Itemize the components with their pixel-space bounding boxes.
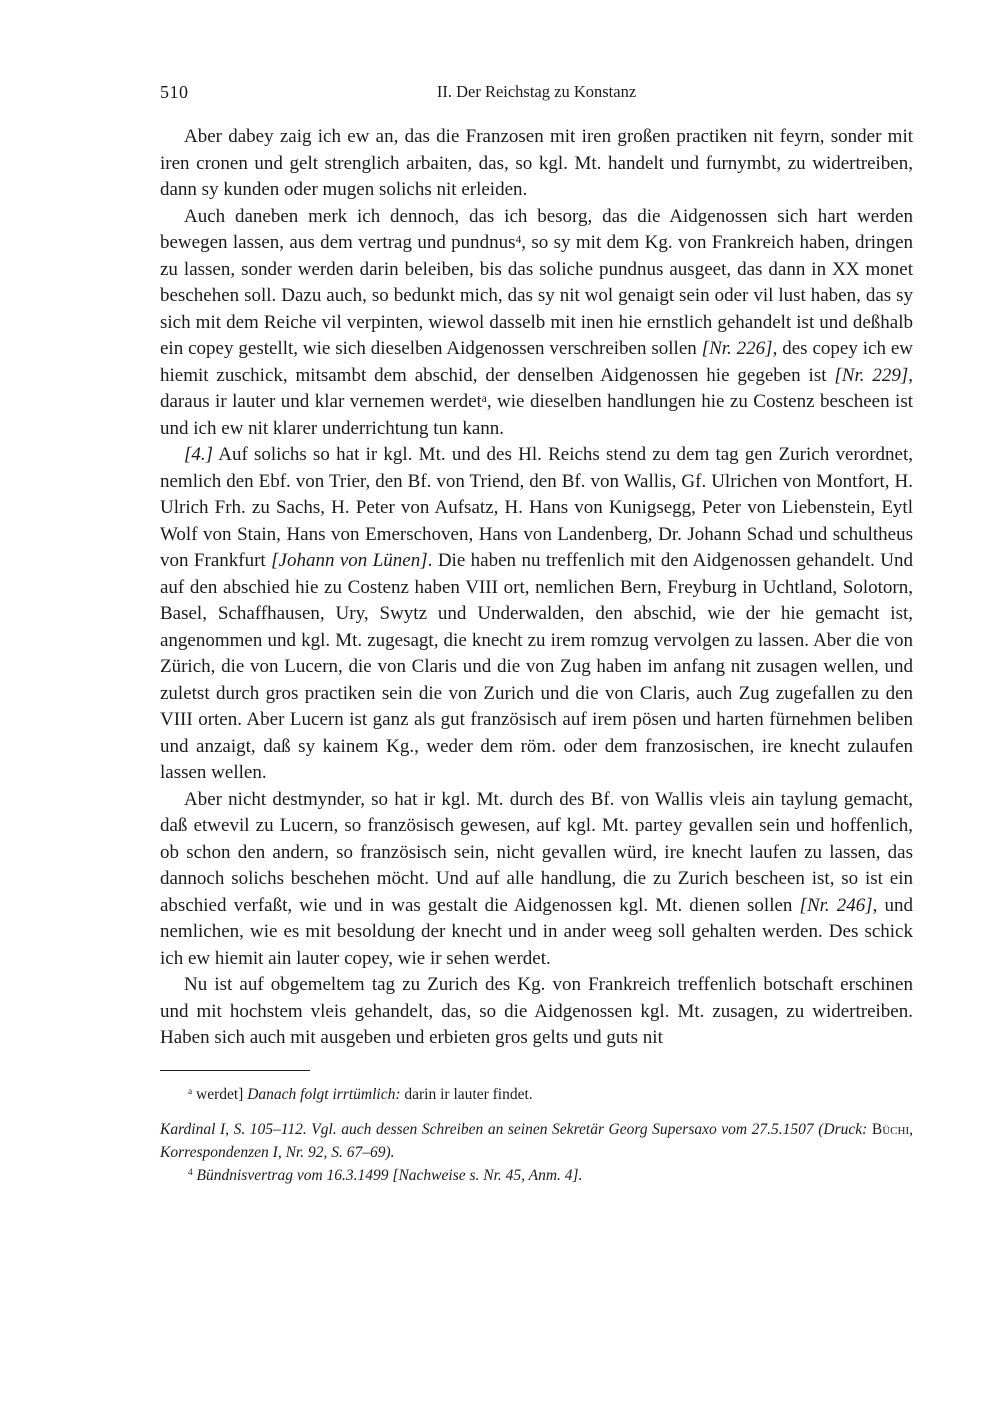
footnotes [160,1070,913,1187]
text-run: Aber nicht destmynder, so hat ir kgl. Mt. durch des Bf. von Wallis vleis ain taylung gemacht, daß etwevil zu Lucern, so französisch gewesen, auf kgl. Mt. partey gevallen sein und hoffenlich, ob schon den andern, so französisch sein, nicht gevallen würd, ire knecht laufen zu lassen, das dannoch solichs beschehen möcht. Und auf alle handlung, die zu Zurich bescheen ist, so ist ein abschied verfaßt, wie und in was gestalt die Aidgenossen kgl. Mt. dienen sollen [160,788,913,916]
text-run: [4.] [184,444,214,465]
text-run: darin ir lauter findet. [400,1085,533,1103]
text-run: [Johann von Lünen] [271,550,428,571]
paragraph [160,442,913,787]
text-run: Danach folgt irrtümlich: [247,1085,401,1103]
text-run: [Nr. 246] [799,894,873,916]
text-run: , des copey ich ew hiemit zuschick, mitsambt dem abschid, der denselben Aidgenossen hie gegeben ist [160,338,913,386]
footnote-marker: 4 [515,233,522,246]
text-block [160,82,913,1187]
text-run: Büchi [871,1120,910,1138]
text-run: werdet] [192,1085,248,1103]
text-run: , so sy mit dem Kg. von Frankreich haben, dringen zu lassen, sonder werden darin beleiben, bis das soliche pundnus ausgeet, das dann in XX monet beschehen soll. Dazu auch, so bedunkt mich, das sy nit wol genaigt sein oder vil lust haben, das sy sich mit dem Reiche vil verpinten, wiewol dasselb mit inen hie ernstlich gehandelt ist und deßhalb ein copey gestellt, wie sich dieselben Aidgenossen verschreiben sollen [160,232,913,359]
footnote-a [160,1083,913,1106]
paragraph [160,972,913,1052]
text-run: Aber dabey zaig ich ew an, das die Franzosen mit iren großen practiken nit feyrn, sonder mit iren cronen und gelt strenglich arbaiten, das, so kgl. Mt. handelt und furnymbt, zu widertreiben, dann sy kunden oder mugen solichs nit erleiden. [160,126,913,200]
text-run: [Nr. 229] [834,364,909,386]
text-run: Auf solichs so hat ir kgl. Mt. und des Hl. Reichs stend zu dem tag gen Zurich verordnet, nemlich den Ebf. von Trier, den Bf. von Triend, den Bf. von Wallis, Gf. Ulrichen von Montfort, H. Ulrich Frh. zu Sachs, H. Peter von Aufsatz, H. Hans von Kunigsegg, Peter von Liebenstein, Eytl Wolf von Stain, Hans von Emerschoven, Hans von Landenberg, Dr. Johann Schad und schultheus von Frankfurt [160,444,913,571]
footnote-separator-rule [160,1070,310,1071]
paragraph [160,787,913,973]
body-text [160,124,913,1052]
footnote-marker: a [481,392,487,405]
paragraph [160,204,913,443]
text-run: . Die haben nu treffenlich mit den Aidgenossen gehandelt. Und auf den abschied hie zu Costenz haben VIII ort, nemlichen Bern, Freyburg in Uchtland, Solotorn, Basel, Schaffhausen, Ury, Swytz und Underwalden, den abschid, wie der hie gemacht ist, angenommen und kgl. Mt. zugesagt, die knecht zu irem romzug vervolgen zu lassen. Aber die von Zürich, die von Lucern, die von Claris und die von Zug haben im anfang nit zusagen wellen, und zuletst durch gros practiken sein die von Zurich und die von Claris, auch Zug zugefallen zu den VIII orten. Aber Lucern ist ganz als gut französisch auf irem pösen und harten fürnehmen beliben und anzaigt, daß sy kainem Kg., weder dem röm. oder dem franzosischen, ire knecht zulaufen lassen wellen. [160,550,914,783]
text-run: Nu ist auf obgemeltem tag zu Zurich des Kg. von Frankreich treffenlich botschaft erschinen und mit hochstem vleis gehandelt, das, so die Aidgenossen kgl. Mt. zusagen, zu widertreiben. Haben sich auch mit ausgeben und erbieten gros gelts und guts nit [160,974,913,1048]
page-number: 510 [160,82,189,102]
text-run: Bündnisvertrag vom 16.3.1499 [Nachweise s. Nr. 45, Anm. 4]. [192,1166,583,1184]
text-run: Kardinal I, S. 105–112. Vgl. auch dessen Schreiben an seinen Sekretär Georg Supersaxo vom 27.5.1507 (Druck: [160,1120,872,1138]
footnote-continuation [160,1118,913,1164]
text-run: , und nemlichen, wie es mit besoldung der knecht und in ander weeg soll gehalten werden. Des schick ich ew hiemit ain lauter copey, wie ir sehen werdet. [160,894,914,969]
page-header [160,82,913,104]
footnote-marker: 4 [188,1168,193,1179]
text-run: [Nr. 226] [701,338,773,359]
footnote-marker: a [188,1087,193,1098]
footnote-4 [160,1164,913,1187]
text-run: , daraus ir lauter und klar vernemen werdet [160,364,914,412]
text-run: , wie dieselben handlungen hie zu Costenz bescheen ist und ich ew nit klarer underrichtung tun kann. [160,391,913,439]
text-run: Auch daneben merk ich dennoch, das ich besorg, das die Aidgenossen sich hart werden bewegen lassen, aus dem vertrag und pundnus [160,205,913,253]
text-run: , Korrespondenzen I, Nr. 92, S. 67–69). [160,1120,913,1161]
running-head: II. Der Reichstag zu Konstanz [436,82,637,101]
paragraph [160,124,913,204]
